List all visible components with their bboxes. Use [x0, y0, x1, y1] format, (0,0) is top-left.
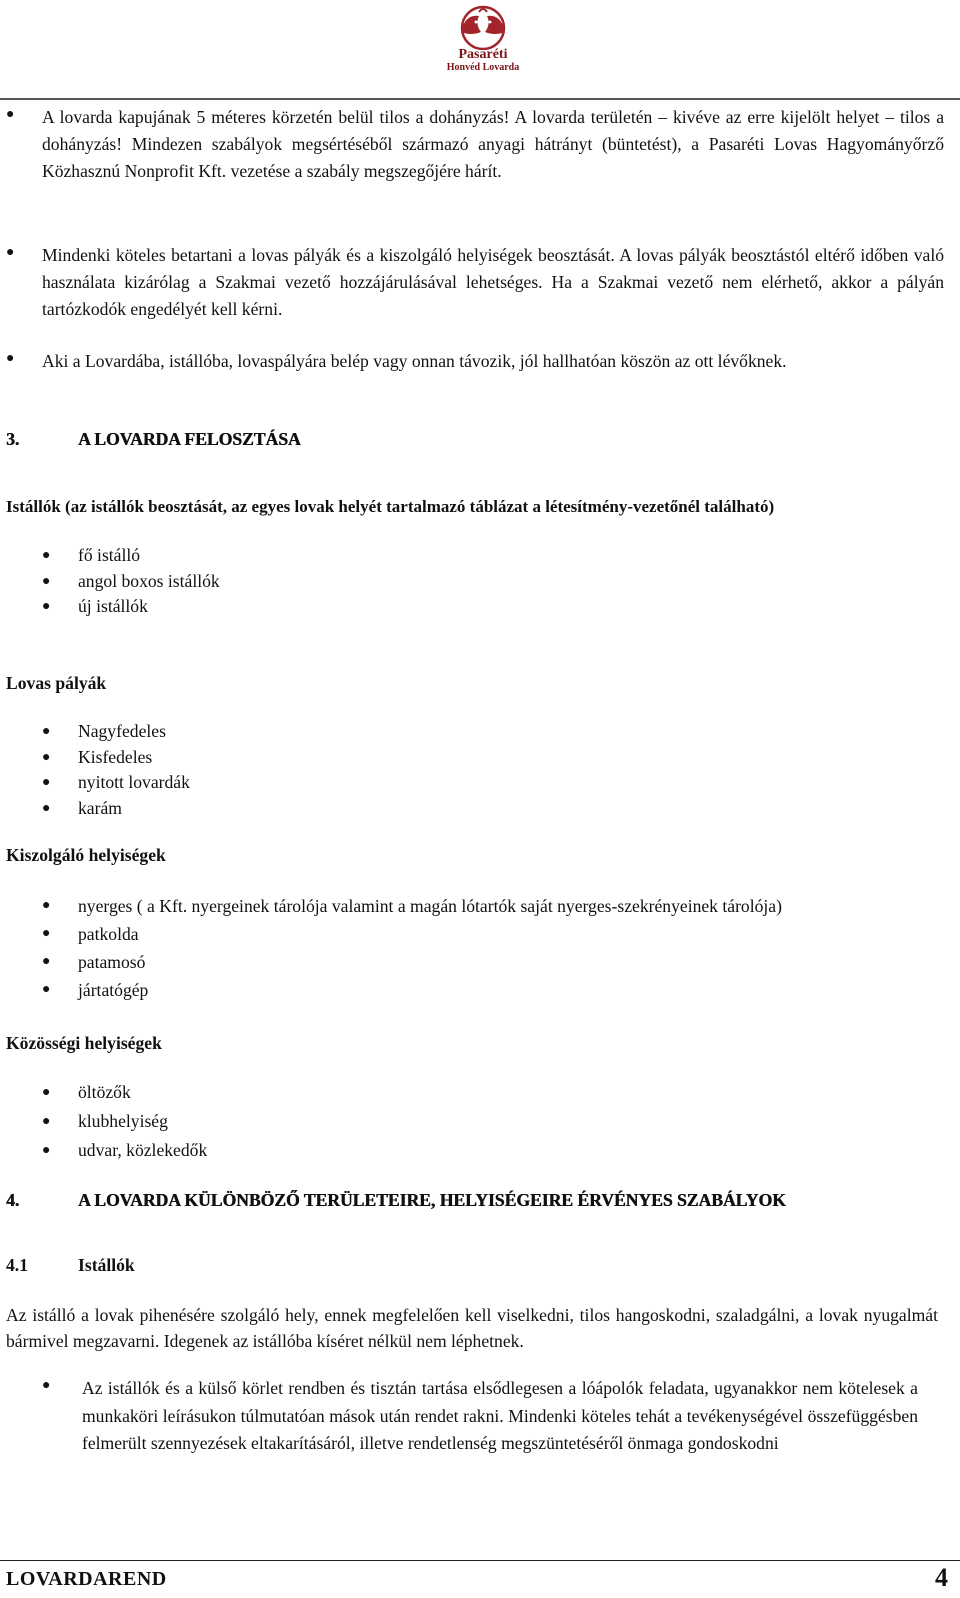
section-title: A LOVARDA KÜLÖNBÖZŐ TERÜLETEIRE, HELYISÉGEIRE ÉRVÉNYES SZABÁLYOK	[78, 1190, 786, 1210]
list-item: ● Nagyfedeles	[0, 719, 190, 745]
section-3-heading	[6, 426, 301, 453]
list-item: ● karám	[0, 796, 190, 822]
intro-bullet-2	[0, 242, 944, 323]
section-number: 3.	[6, 429, 20, 449]
list-item: ● jártatógép	[0, 976, 782, 1004]
istallok-heading: Istállók (az istállók beosztását, az egyes lovak helyét tartalmazó táblázat a létesítmény-vezetőnél található)	[6, 497, 775, 516]
kozossegi-heading: Közösségi helyiségek	[6, 1033, 162, 1053]
list-item: ● udvar, közlekedők	[0, 1136, 207, 1165]
company-logo	[418, 2, 548, 84]
bullet-icon: ●	[42, 1378, 51, 1393]
list-item: ● patkolda	[0, 920, 782, 948]
bullet-icon: ●	[42, 1143, 51, 1158]
list-item: ● öltözők	[0, 1078, 207, 1107]
logo-name: Pasaréti	[458, 47, 508, 62]
bullet-icon: ●	[42, 1085, 51, 1100]
istallok-list	[0, 543, 220, 620]
footer-document-title: LOVARDAREND	[6, 1568, 167, 1590]
list-item: ● nyitott lovardák	[0, 770, 190, 796]
intro-bullet-text: A lovarda kapujának 5 méteres körzetén belül tilos a dohányzás! A lovarda területén – kivéve az erre kijelölt helyet – tilos a dohányzás! Mindezen szabályok megsértéséből származó anyagi hátrányt (büntetést), a Pasaréti Lovas Hagyományőrző Közhasznú Nonprofit Kft. vezetése a szabály megszegőjére hárít.	[42, 107, 944, 181]
lovas-palyak-list	[0, 719, 190, 821]
list-item: ● angol boxos istállók	[0, 569, 220, 595]
bullet-icon: ●	[6, 107, 15, 122]
list-item: ● fő istálló	[0, 543, 220, 569]
bullet-icon: ●	[42, 898, 51, 913]
bullet-icon: ●	[42, 724, 51, 739]
bullet-icon: ●	[42, 775, 51, 790]
bullet-icon: ●	[42, 749, 51, 765]
bullet-icon: ●	[42, 1114, 51, 1129]
lovas-palyak-heading: Lovas pályák	[6, 673, 107, 693]
page-number: 4	[935, 1563, 948, 1592]
list-item: ● patamosó	[0, 948, 782, 976]
section-title: Istállók	[78, 1255, 135, 1275]
section-number: 4.	[6, 1190, 20, 1210]
bullet-icon: ●	[42, 982, 51, 997]
istallok-paragraph: Az istálló a lovak pihenésére szolgáló hely, ennek megfelelően kell viselkedni, tilos hangoskodni, szaladgálni, a lovak nyugalmát bármivel megzavarni. Idegenek az istállóba kíséret nélkül nem léphetnek.	[6, 1305, 938, 1351]
list-item: ● új istállók	[0, 594, 220, 620]
istallok-bullet	[0, 1375, 918, 1458]
section-4-heading	[6, 1187, 786, 1214]
intro-bullet-text: Mindenki köteles betartani a lovas pályák és a kiszolgáló helyiségek beosztását. A lovas pályák beosztástól eltérő időben való használata kizárólag a Szakmai vezető hozzájárulásával lehetséges. Ha a Szakmai vezető nem elérhető, akkor a pályán tartózkodók engedélyét kell kérni.	[42, 245, 944, 319]
list-item: ● nyerges ( a Kft. nyergeinek tárolója valamint a magán lótartók saját nyerges-szekrényeinek tárolója)	[0, 892, 782, 920]
section-4-1-heading	[6, 1252, 135, 1279]
section-number: 4.1	[6, 1255, 28, 1275]
kiszolgalo-list	[0, 892, 782, 1004]
bullet-icon: ●	[42, 800, 51, 816]
logo-subtitle: Honvéd Lovarda	[446, 62, 520, 73]
intro-bullet-3	[0, 348, 944, 375]
list-item: ● klubhelyiség	[0, 1107, 207, 1136]
horse-logo-icon	[435, 2, 531, 50]
kiszolgalo-heading: Kiszolgáló helyiségek	[6, 845, 166, 865]
header-divider	[0, 98, 960, 100]
kozossegi-list	[0, 1078, 207, 1165]
bullet-icon: ●	[42, 954, 51, 969]
bullet-icon: ●	[42, 599, 51, 614]
intro-bullet-text: Aki a Lovardába, istállóba, lovaspályára belép vagy onnan távozik, jól hallhatóan köszön az ott lévőknek.	[42, 351, 787, 371]
bullet-icon: ●	[6, 351, 15, 366]
bullet-icon: ●	[42, 573, 51, 589]
bullet-icon: ●	[6, 245, 15, 260]
bullet-icon: ●	[42, 548, 51, 563]
list-item: ● Kisfedeles	[0, 745, 190, 771]
footer-divider	[0, 1560, 960, 1561]
intro-bullet-1	[0, 104, 944, 185]
section-title: A LOVARDA FELOSZTÁSA	[78, 429, 301, 449]
istallok-bullet-text: Az istállók és a külső körlet rendben és tisztán tartása elsődlegesen a lóápolók feladata, ugyanakkor nem kötelesek a munkaköri leírásukon túlmutatóan mások után rendet rakni. Mindenki köteles tehát a tevékenységével összefüggésben felmerült szennyezések eltakarításáról, illetve rendetlenség megszüntetéséről önmaga gondoskodni	[82, 1378, 918, 1453]
bullet-icon: ●	[42, 926, 51, 941]
